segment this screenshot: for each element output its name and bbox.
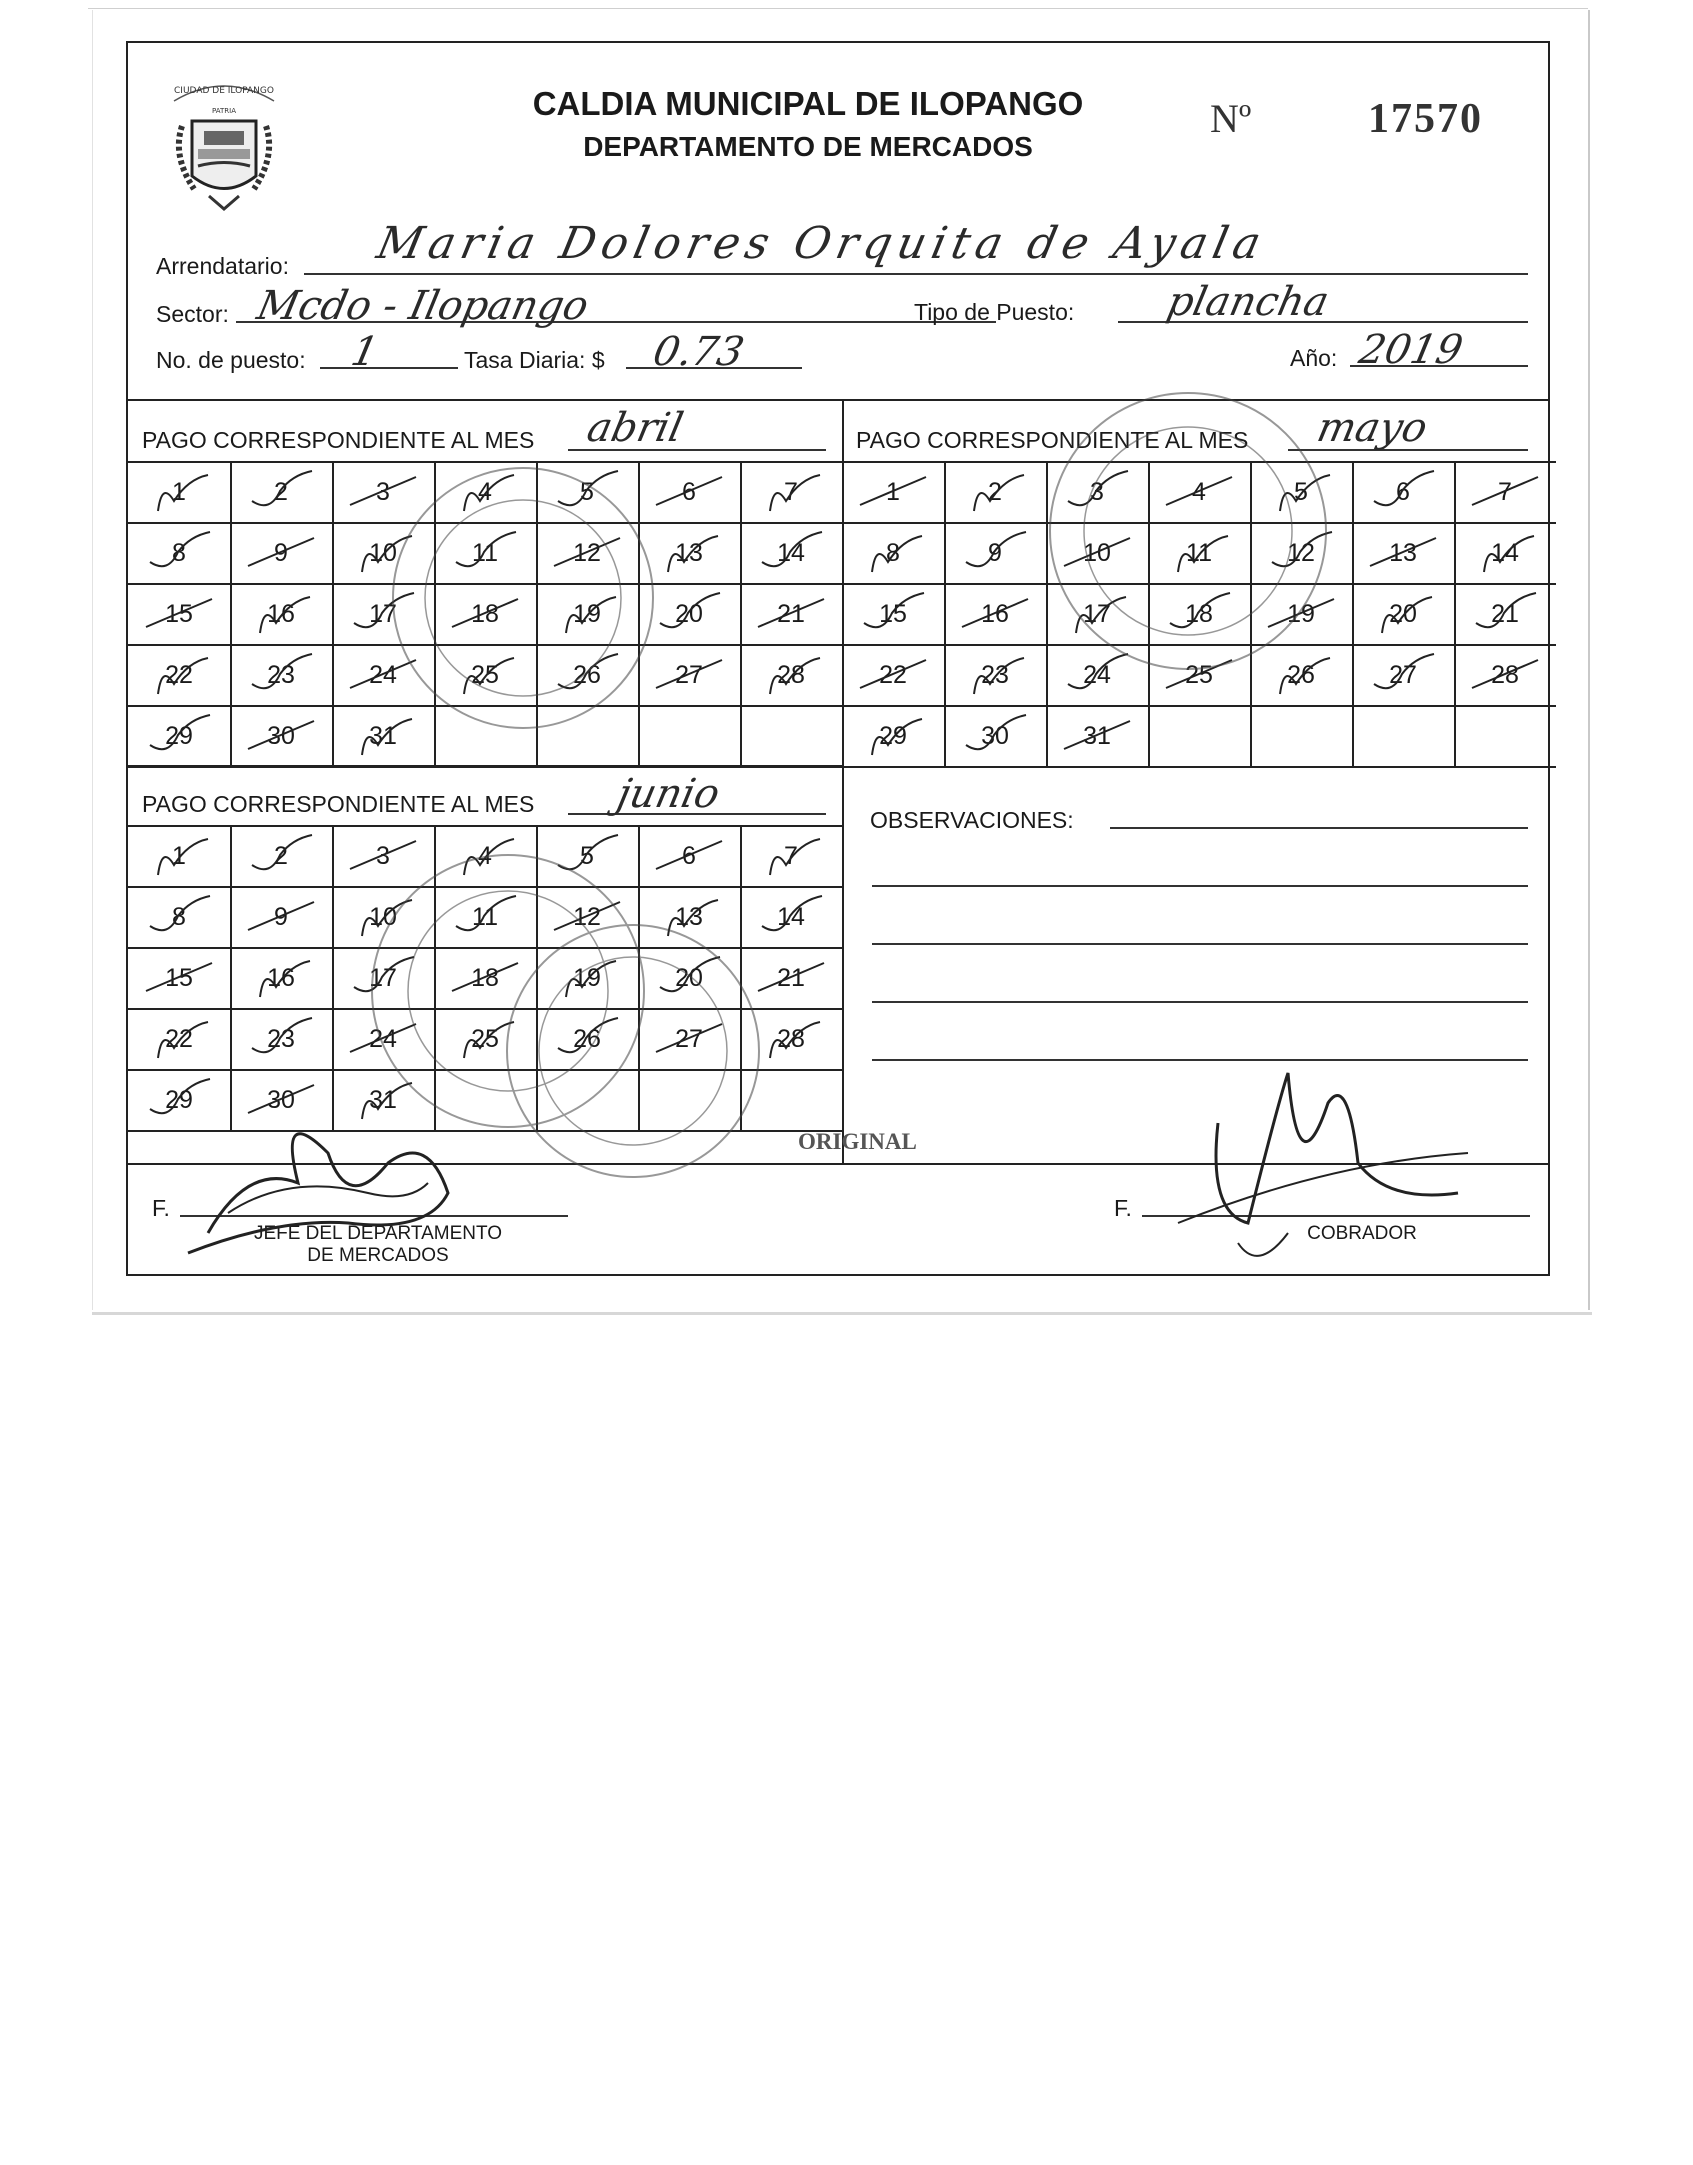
paid-check-icon [230,644,332,705]
paid-check-icon [230,947,332,1008]
day-cell-abril-23: 23 [267,660,295,689]
paid-check-icon [536,644,638,705]
day-cell-mayo-2: 2 [988,477,1002,506]
month-value-mayo: mayo [1313,405,1432,451]
day-cell-junio-17: 17 [369,963,397,992]
paid-check-icon [128,705,230,766]
paid-check-icon [230,461,332,522]
day-cell-junio-25: 25 [471,1024,499,1053]
day-cell-mayo-30: 30 [981,721,1009,750]
paid-check-icon [434,825,536,886]
day-cell-junio-19: 19 [573,963,601,992]
paid-check-icon [1454,522,1556,583]
day-cell-abril-10: 10 [369,538,397,567]
day-cell-abril-4: 4 [478,477,492,506]
paid-check-icon [332,886,434,947]
day-cell-abril-8: 8 [172,538,186,567]
day-cell-junio-23: 23 [267,1024,295,1053]
day-cell-abril-3: 3 [376,477,390,506]
grid-row-line [842,766,1556,768]
paid-check-icon [128,825,230,886]
anio-value: 2019 [1355,327,1467,373]
paid-check-icon [1352,522,1454,583]
folio-label: Nº [1210,96,1252,141]
paid-check-icon [536,583,638,644]
day-cell-junio-6: 6 [682,841,696,870]
signature-right-icon [1216,1073,1458,1223]
paid-check-icon [740,825,842,886]
signature-f-right: F. [1114,1195,1132,1221]
day-cell-abril-16: 16 [267,599,295,628]
paid-check-icon [332,461,434,522]
day-cell-abril-26: 26 [573,660,601,689]
paid-check-icon [740,644,842,705]
day-cell-mayo-18: 18 [1185,599,1213,628]
day-cell-junio-5: 5 [580,841,594,870]
day-cell-junio-2: 2 [274,841,288,870]
tasa-value: 0.73 [649,329,748,375]
observaciones-line [1110,827,1528,829]
month-label-mayo: PAGO CORRESPONDIENTE AL MES [856,427,1249,453]
day-cell-abril-27: 27 [675,660,703,689]
sector-label: Sector: [156,301,229,327]
sector-value: Mcdo - Ilopango [253,283,593,329]
day-cell-junio-7: 7 [784,841,798,870]
day-cell-mayo-21: 21 [1491,599,1519,628]
day-cell-junio-24: 24 [369,1024,397,1053]
day-cell-junio-20: 20 [675,963,703,992]
day-cell-junio-21: 21 [777,963,805,992]
paid-check-icon [332,947,434,1008]
puesto-label: No. de puesto: [156,347,306,373]
signature-line-right [1142,1215,1530,1217]
paid-check-icon [944,461,1046,522]
day-cell-abril-19: 19 [573,599,601,628]
month-label-abril: PAGO CORRESPONDIENTE AL MES [142,427,535,453]
page-title: CALDIA MUNICIPAL DE ILOPANGO [532,85,1084,122]
paid-check-icon [434,644,536,705]
day-cell-abril-17: 17 [369,599,397,628]
day-cell-junio-14: 14 [777,902,805,931]
day-cell-mayo-28: 28 [1491,660,1519,689]
tipo-puesto-value: plancha [1163,279,1333,325]
folio-number: 17570 [1368,96,1483,142]
day-cell-junio-3: 3 [376,841,390,870]
paid-check-icon [230,1008,332,1069]
day-cell-mayo-4: 4 [1192,477,1206,506]
day-cell-abril-21: 21 [777,599,805,628]
day-cell-abril-12: 12 [573,538,601,567]
paid-check-icon [638,825,740,886]
scan-edge [92,1312,1592,1315]
day-cell-mayo-26: 26 [1287,660,1315,689]
month-value-abril: abril [583,405,688,451]
observaciones-line [872,1059,1528,1061]
paid-check-icon [1352,461,1454,522]
paid-check-icon [230,583,332,644]
paid-check-icon [842,644,944,705]
day-cell-mayo-9: 9 [988,538,1002,567]
paid-check-icon [1148,644,1250,705]
day-cell-junio-22: 22 [165,1024,193,1053]
day-cell-junio-13: 13 [675,902,703,931]
paid-check-icon [128,461,230,522]
paid-check-icon [1046,461,1148,522]
day-cell-junio-26: 26 [573,1024,601,1053]
arrendatario-value: Maria Dolores Orquita de Ayala [372,218,1272,269]
paid-check-icon [1046,522,1148,583]
day-cell-mayo-13: 13 [1389,538,1417,567]
paid-check-icon [230,1069,332,1130]
day-cell-abril-29: 29 [165,721,193,750]
paid-check-icon [332,522,434,583]
paid-check-icon [1250,461,1352,522]
day-cell-mayo-15: 15 [879,599,907,628]
day-cell-abril-18: 18 [471,599,499,628]
day-cell-mayo-8: 8 [886,538,900,567]
original-stamp: ORIGINAL [798,1129,917,1154]
page-subtitle: DEPARTAMENTO DE MERCADOS [583,131,1033,162]
paid-check-icon [638,1008,740,1069]
paid-check-icon [842,583,944,644]
paid-check-icon [1352,583,1454,644]
paid-check-icon [128,1069,230,1130]
paid-check-icon [332,644,434,705]
day-cell-mayo-31: 31 [1083,721,1111,750]
paid-check-icon [740,1008,842,1069]
day-cell-mayo-1: 1 [886,477,900,506]
day-cell-abril-13: 13 [675,538,703,567]
paid-check-icon [842,522,944,583]
signature-f-left: F. [152,1195,170,1221]
observaciones-label: OBSERVACIONES: [870,807,1074,833]
paid-check-icon [434,886,536,947]
paid-check-icon [638,644,740,705]
day-cell-abril-25: 25 [471,660,499,689]
seal-text: CIUDAD DE ILOPANGO [174,86,274,96]
day-cell-abril-11: 11 [472,538,498,567]
tipo-puesto-label: Tipo de Puesto: [914,299,1075,325]
day-cell-junio-12: 12 [573,902,601,931]
paid-check-icon [842,705,944,766]
paid-check-icon [536,522,638,583]
market-payment-card [126,41,1550,1276]
tasa-label: Tasa Diaria: $ [464,347,605,373]
month-label-junio: PAGO CORRESPONDIENTE AL MES [142,791,535,817]
paid-check-icon [1046,583,1148,644]
day-cell-junio-29: 29 [165,1085,193,1114]
day-cell-abril-14: 14 [777,538,805,567]
observaciones-line [872,943,1528,945]
signature-line-left [180,1215,568,1217]
paid-check-icon [536,825,638,886]
paid-check-icon [1250,583,1352,644]
day-cell-mayo-10: 10 [1083,538,1111,567]
arrendatario-line [304,273,1528,275]
paid-check-icon [332,705,434,766]
day-cell-junio-16: 16 [267,963,295,992]
day-cell-mayo-16: 16 [981,599,1009,628]
paid-check-icon [128,947,230,1008]
paid-check-icon [944,583,1046,644]
paid-check-icon [230,522,332,583]
jefe-label-2: DE MERCADOS [307,1245,449,1266]
paid-check-icon [944,522,1046,583]
paid-check-icon [1250,644,1352,705]
puesto-value: 1 [347,329,383,375]
day-cell-junio-27: 27 [675,1024,703,1053]
paid-check-icon [842,461,944,522]
paid-check-icon [536,1008,638,1069]
day-cell-mayo-14: 14 [1491,538,1519,567]
day-cell-abril-2: 2 [274,477,288,506]
day-cell-abril-31: 31 [369,721,397,750]
paid-check-icon [332,583,434,644]
paid-check-icon [332,1008,434,1069]
scan-edge [1588,10,1590,1310]
day-cell-junio-18: 18 [471,963,499,992]
day-cell-abril-28: 28 [777,660,805,689]
day-cell-junio-30: 30 [267,1085,295,1114]
day-cell-mayo-24: 24 [1083,660,1111,689]
paid-check-icon [332,1069,434,1130]
day-cell-mayo-20: 20 [1389,599,1417,628]
paid-check-icon [434,583,536,644]
day-cell-mayo-12: 12 [1287,538,1315,567]
paid-check-icon [1250,522,1352,583]
paid-check-icon [1046,644,1148,705]
day-cell-abril-24: 24 [369,660,397,689]
arrendatario-label: Arrendatario: [156,253,289,279]
day-cell-abril-20: 20 [675,599,703,628]
paid-check-icon [1454,583,1556,644]
paid-check-icon [1148,461,1250,522]
paid-check-icon [434,947,536,1008]
paid-check-icon [230,886,332,947]
day-cell-mayo-27: 27 [1389,660,1417,689]
paid-check-icon [1046,705,1148,766]
paid-check-icon [1454,461,1556,522]
day-cell-abril-1: 1 [172,477,186,506]
paid-check-icon [944,705,1046,766]
day-cell-junio-9: 9 [274,902,288,931]
day-cell-abril-22: 22 [165,660,193,689]
paid-check-icon [1148,522,1250,583]
paid-check-icon [1352,644,1454,705]
paid-check-icon [434,1008,536,1069]
day-cell-junio-28: 28 [777,1024,805,1053]
scan-edge [92,10,93,1310]
paid-check-icon [332,825,434,886]
paid-check-icon [740,522,842,583]
paid-check-icon [638,461,740,522]
day-cell-mayo-22: 22 [879,660,907,689]
paid-check-icon [128,644,230,705]
day-cell-mayo-25: 25 [1185,660,1213,689]
day-cell-mayo-19: 19 [1287,599,1315,628]
paid-check-icon [536,886,638,947]
paid-check-icon [740,461,842,522]
paid-check-icon [740,947,842,1008]
day-cell-junio-11: 11 [472,902,498,931]
grid-row-line [128,766,842,768]
day-cell-mayo-5: 5 [1294,477,1308,506]
day-cell-junio-4: 4 [478,841,492,870]
day-cell-abril-9: 9 [274,538,288,567]
paid-check-icon [128,522,230,583]
day-cell-junio-8: 8 [172,902,186,931]
day-cell-abril-7: 7 [784,477,798,506]
day-cell-mayo-3: 3 [1090,477,1104,506]
day-cell-abril-30: 30 [267,721,295,750]
day-cell-mayo-17: 17 [1083,599,1111,628]
paid-check-icon [1454,644,1556,705]
day-cell-junio-1: 1 [172,841,186,870]
paid-check-icon [128,886,230,947]
paid-check-icon [740,886,842,947]
paid-check-icon [638,947,740,1008]
day-cell-mayo-6: 6 [1396,477,1410,506]
paid-check-icon [638,583,740,644]
paid-check-icon [638,886,740,947]
day-cell-mayo-7: 7 [1498,477,1512,506]
puesto-line [320,367,458,369]
observaciones-line [872,885,1528,887]
observaciones-line [872,1001,1528,1003]
municipal-seal-icon [154,71,294,221]
day-cell-mayo-29: 29 [879,721,907,750]
paid-check-icon [740,583,842,644]
day-cell-junio-10: 10 [369,902,397,931]
paid-check-icon [434,461,536,522]
day-cell-mayo-23: 23 [981,660,1009,689]
day-cell-abril-15: 15 [165,599,193,628]
jefe-label-1: JEFE DEL DEPARTAMENTO [253,1223,503,1244]
cobrador-label: COBRADOR [1307,1223,1417,1244]
day-cell-junio-31: 31 [369,1085,397,1114]
day-cell-junio-15: 15 [165,963,193,992]
paid-check-icon [944,644,1046,705]
day-cell-abril-5: 5 [580,477,594,506]
paid-check-icon [1148,583,1250,644]
paid-check-icon [128,1008,230,1069]
paid-check-icon [434,522,536,583]
anio-label: Año: [1290,345,1338,371]
seal-motto: PATRIA [211,107,237,115]
scan-edge [88,8,1588,9]
paid-check-icon [638,522,740,583]
day-cell-mayo-11: 11 [1186,538,1212,567]
paid-check-icon [230,825,332,886]
paid-check-icon [128,583,230,644]
paid-check-icon [536,461,638,522]
paid-check-icon [536,947,638,1008]
day-cell-abril-6: 6 [682,477,696,506]
month-value-junio: junio [613,771,724,817]
paid-check-icon [230,705,332,766]
grid-row-line [128,1130,842,1132]
